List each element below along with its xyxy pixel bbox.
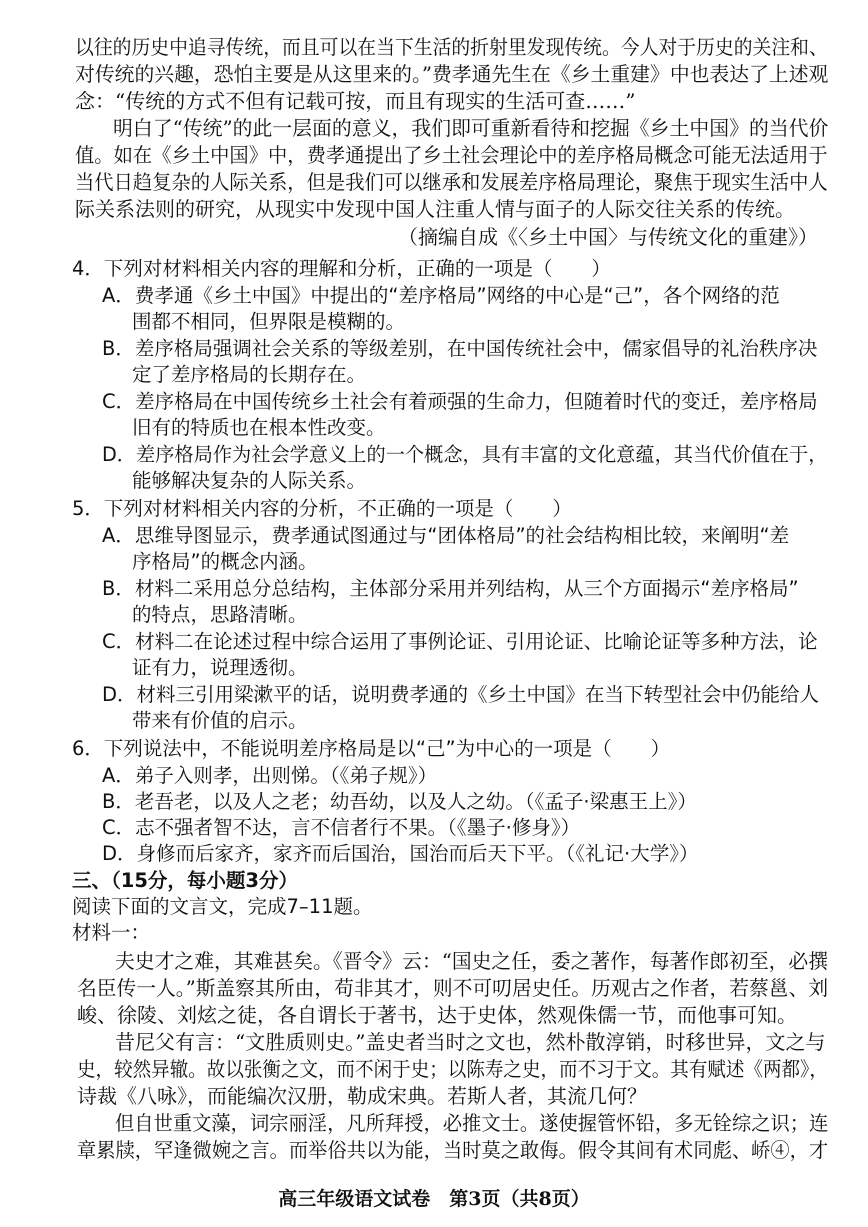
classical-line-7: 但自世重文藻，词宗丽淫，凡所拜授，必推文士。遂使握管怀铅，多无铨综之识；连 <box>115 1111 829 1135</box>
classical-line-8: 章累牍，罕逢微婉之言。而举俗共以为能，当时莫之敢侮。假令其间有术同彪、峤④，才 <box>77 1138 829 1162</box>
classical-line-6: 诗裁《八咏》，而能编次汉册，勒成宋典。若斯人者，其流几何？ <box>77 1084 647 1108</box>
page-footer: 高三年级语文试卷 第3页（共8页） <box>278 1188 590 1210</box>
q5-option-b-line2: 的特点，思路清晰。 <box>132 603 308 626</box>
q5-option-c-line2: 证有力，说理透彻。 <box>132 656 308 679</box>
intro-line-1: 以往的历史中追寻传统，而且可以在当下生活的折射里发现传统。今人对于历史的关注和、 <box>75 35 828 59</box>
source-note: （摘编自成《〈乡土中国〉与传统文化的重建》） <box>398 225 818 249</box>
q4-option-b-line1: B．差序格局强调社会关系的等级差别，在中国传统社会中，儒家倡导的礼治秩序决 <box>102 337 818 360</box>
q4-option-a-line2: 围都不相同，但界限是模糊的。 <box>132 310 406 333</box>
q6-option-a: A．弟子入则孝，出则悌。（《弟子规》） <box>102 764 438 787</box>
q5-option-d-line2: 带来有价值的启示。 <box>132 709 308 732</box>
section3-instruction: 阅读下面的文言文，完成7–11题。 <box>72 895 373 918</box>
para2-line-4: 际关系法则的研究，从现实中发现中国人注重人情与面子的人际交往关系的传统。 <box>75 197 795 221</box>
q5-option-a-line2: 序格局”的概念内涵。 <box>132 550 318 573</box>
intro-line-2: 对传统的兴趣，恐怕主要是从这里来的。”费孝通先生在《乡土重建》中也表达了上述观 <box>75 62 829 86</box>
intro-line-3: 念：“传统的方式不但有记载可按，而且有现实的生活可查……” <box>75 89 636 113</box>
material-label: 材料一： <box>72 921 151 944</box>
classical-line-4: 昔尼父有言：“文胜质则史。”盖史者当时之文也，然朴散淳销，时移世异，文之与 <box>115 1030 826 1054</box>
classical-line-3: 峻、徐陵、刘炫之徒，各自谓长于著书，达于史体，然观侏儒一节，而他事可知。 <box>77 1003 797 1027</box>
q4-stem: 4．下列对材料相关内容的理解和分析，正确的一项是（ ） <box>72 257 611 280</box>
para2-line-2: 值。如在《乡土中国》中，费孝通提出了乡土社会理论中的差序格局概念可能无法适用于 <box>75 143 828 167</box>
q6-stem: 6．下列说法中，不能说明差序格局是以“己”为中心的一项是（ ） <box>72 737 671 760</box>
q4-option-d-line1: D．差序格局作为社会学意义上的一个概念，具有丰富的文化意蕴，其当代价值在于， <box>102 443 828 466</box>
q5-option-b-line1: B．材料二采用总分总结构，主体部分采用并列结构，从三个方面揭示“差序格局” <box>102 577 799 600</box>
classical-line-1: 夫史才之难，其难甚矣。《晋令》云：“国史之任，委之著作，每著作郎初至，必撰 <box>115 949 829 973</box>
q5-option-d-line1: D．材料三引用梁漱平的话，说明费孝通的《乡土中国》在当下转型社会中仍能给人 <box>102 683 820 706</box>
q4-option-d-line2: 能够解决复杂的人际关系。 <box>132 469 367 492</box>
q4-option-c-line2: 旧有的特质也在根本性改变。 <box>132 416 386 439</box>
q6-option-c: C．志不强者智不达，言不信者行不果。（《墨子·修身》） <box>102 816 581 839</box>
classical-line-5: 史，较然异辙。故以张衡之文，而不闲于史；以陈寿之史，而不习于文。其有赋述《两都》， <box>77 1057 828 1081</box>
para2-line-1: 明白了“传统”的此一层面的意义，我们即可重新看待和挖掘《乡土中国》的当代价 <box>113 116 829 140</box>
q6-option-d: D．身修而后家齐，家齐而后国治，国治而后天下平。（《礼记·大学》） <box>102 842 699 865</box>
classical-line-2: 名臣传一人。”斯盖察其所由，苟非其才，则不可叨居史任。历观古之作者，若蔡邕、刘 <box>77 976 829 1000</box>
q6-option-b: B．老吾老，以及人之老；幼吾幼，以及人之幼。（《孟子·梁惠王上》） <box>102 790 697 813</box>
q4-option-b-line2: 定了差序格局的长期存在。 <box>132 363 367 386</box>
q5-option-a-line1: A．思维导图显示，费孝通试图通过与“团体格局”的社会结构相比较，来阐明“差 <box>102 524 790 547</box>
para2-line-3: 当代日趋复杂的人际关系，但是我们可以继承和发展差序格局理论，聚焦于现实生活中人 <box>75 170 828 194</box>
q5-stem: 5．下列对材料相关内容的分析，不正确的一项是（ ） <box>72 497 572 520</box>
q5-option-c-line1: C．材料二在论述过程中综合运用了事例论证、引用论证、比喻论证等多种方法，论 <box>102 630 818 653</box>
q4-option-a-line1: A．费孝通《乡土中国》中提出的“差序格局”网络的中心是“己”，各个网络的范 <box>102 284 780 307</box>
section3-heading: 三、（15分，每小题3分） <box>72 869 298 892</box>
q4-option-c-line1: C．差序格局在中国传统乡土社会有着顽强的生命力，但随着时代的变迁，差序格局 <box>102 390 818 413</box>
